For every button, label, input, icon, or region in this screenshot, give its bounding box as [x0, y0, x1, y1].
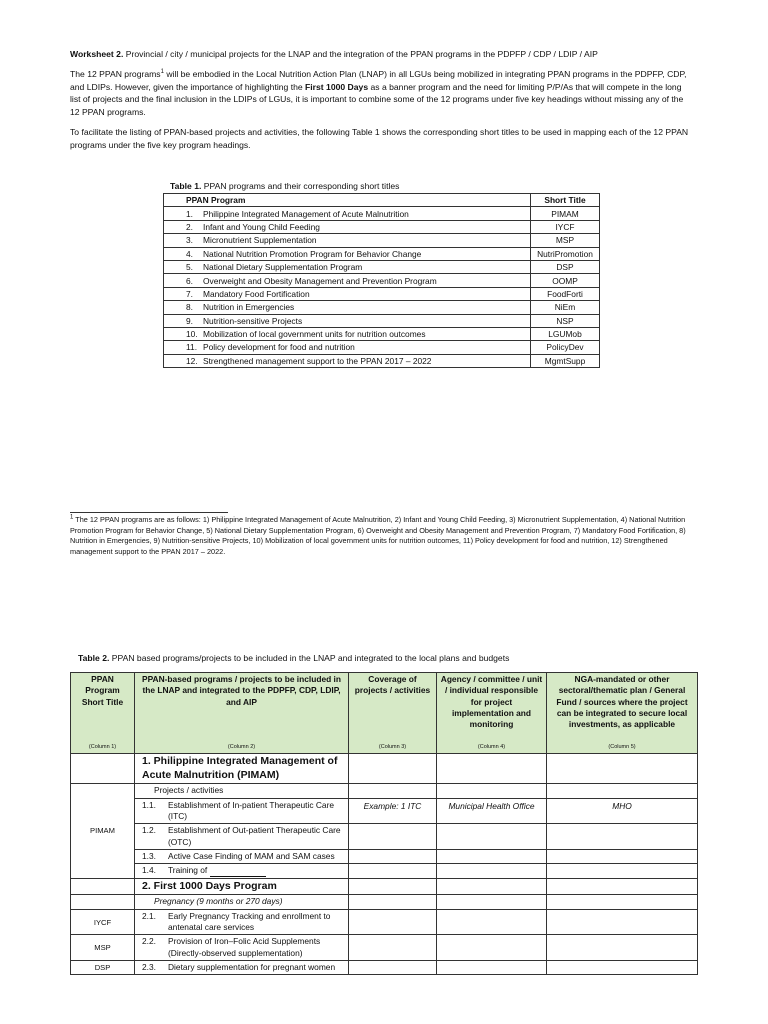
short-title-cell: MSP [531, 234, 600, 247]
short-title-cell: MSP [71, 935, 135, 961]
ppan-projects-table [70, 672, 698, 975]
table2-header-col1: PPAN Program Short Title (Column 1) [71, 673, 135, 754]
program-name-cell: 2. Infant and Young Child Feeding [164, 220, 531, 233]
short-title-cell: MgmtSupp [531, 354, 600, 367]
table-row [164, 287, 600, 300]
table-row [164, 220, 600, 233]
table-row [164, 234, 600, 247]
short-title-cell: DSP [531, 260, 600, 273]
short-title-cell: PIMAM [71, 784, 135, 878]
table-row [164, 247, 600, 260]
short-title-cell: PolicyDev [531, 341, 600, 354]
table2-header-col5: NGA-mandated or other sectoral/thematic plan / General Fund / sources where the project can be integrated to secure local investments, as applicable (Column 5) [547, 673, 698, 754]
footnote-ref[interactable]: 1 [160, 69, 164, 76]
table-row: 1.2. Establishment of Out-patient Therapeutic Care (OTC) [71, 824, 698, 850]
program-name-cell: 1. Philippine Integrated Management of Acute Malnutrition [164, 207, 531, 220]
short-title-cell: OOMP [531, 274, 600, 287]
table-row [164, 354, 600, 367]
program-name-cell: 6. Overweight and Obesity Management and Prevention Program [164, 274, 531, 287]
short-title-cell: LGUMob [531, 327, 600, 340]
table-row [164, 314, 600, 327]
table-row: 1.1. Establishment of In-patient Therapeutic Care (ITC) Example: 1 ITC Municipal Health Office MHO [71, 798, 698, 824]
table-row [71, 754, 698, 784]
table-row [164, 207, 600, 220]
intro-paragraph-2: To facilitate the listing of PPAN-based projects and activities, the following Table 1 shows the corresponding short titles to be used in mapping each of the 12 PPAN programs under the five key program headings. [70, 127, 689, 150]
fill-in-blank[interactable] [210, 867, 266, 877]
table-row [164, 301, 600, 314]
table-row: MSP 2.2. Provision of Iron–Folic Acid Supplements (Directly-observed supplementation) [71, 935, 698, 961]
program-name-cell: 8. Nutrition in Emergencies [164, 301, 531, 314]
table-row [71, 784, 698, 798]
program-name-cell: 5. National Dietary Supplementation Program [164, 260, 531, 273]
pregnancy-label: Pregnancy (9 months or 270 days) [154, 896, 283, 907]
table2-header-col2: PPAN-based programs / projects to be included in the LNAP and integrated to the PDPFP, CDP, LDIP, and AIP (Column 2) [135, 673, 349, 754]
program-heading-pimam: 1. Philippine Integrated Management of Acute Malnutrition (PIMAM) [142, 755, 338, 781]
short-title-cell: NiEm [531, 301, 600, 314]
table1-header-program: PPAN Program [164, 194, 531, 207]
intro-paragraph-1: The 12 PPAN programs$^1$ will be embodied in the Local Nutrition Action Plan (LNAP) in all LGUs being mobilized in integrating PPAN programs in the PDPFP, CDP, and LDIPs. However, given the importance of highlighting the First 1000 Days as a banner program and the need for limiting P/P/As that will compete in the long list of projects and the final inclusion in the LDIPs of LGUs, it is important to combine some of the 12 programs under five key headings without missing any of the 12 PPAN programs. [70, 69, 687, 117]
short-title-cell: IYCF [71, 909, 135, 935]
footnote-divider [70, 512, 228, 513]
projects-label: Projects / activities [154, 785, 224, 796]
agency-cell: Municipal Health Office [437, 798, 547, 824]
coverage-cell: Example: 1 ITC [349, 798, 437, 824]
short-title-cell: FoodForti [531, 287, 600, 300]
source-cell: MHO [547, 798, 698, 824]
table-row [164, 274, 600, 287]
short-title-cell: PIMAM [531, 207, 600, 220]
short-title-cell: IYCF [531, 220, 600, 233]
table-row: DSP 2.3. Dietary supplementation for pregnant women [71, 961, 698, 975]
program-name-cell: 7. Mandatory Food Fortification [164, 287, 531, 300]
table2-caption: Table 2. PPAN based programs/projects to be included in the LNAP and integrated to the local plans and budgets [78, 653, 510, 663]
program-name-cell: 9. Nutrition-sensitive Projects [164, 314, 531, 327]
table2-header-col4: Agency / committee / unit / individual responsible for project implementation and monitoring (Column 4) [437, 673, 547, 754]
program-name-cell: 10. Mobilization of local government units for nutrition outcomes [164, 327, 531, 340]
short-title-cell: NSP [531, 314, 600, 327]
short-title-cell: DSP [71, 961, 135, 975]
table-row [164, 341, 600, 354]
table-row: 1.3. Active Case Finding of MAM and SAM cases [71, 850, 698, 864]
program-name-cell: 3. Micronutrient Supplementation [164, 234, 531, 247]
table2-header-col3: Coverage of projects / activities (Column 3) [349, 673, 437, 754]
table-row [164, 327, 600, 340]
program-name-cell: 11. Policy development for food and nutrition [164, 341, 531, 354]
table-row: 1.4. Training of [71, 864, 698, 878]
table1-header-short: Short Title [531, 194, 600, 207]
table-row [71, 878, 698, 895]
short-title-cell: NutriPromotion [531, 247, 600, 260]
table1-caption: Table 1. PPAN programs and their corresponding short titles [170, 181, 400, 191]
worksheet-intro [70, 48, 690, 159]
worksheet-title: Worksheet 2. Provincial / city / municipal projects for the LNAP and the integration of the PPAN programs in the PDPFP / CDP / LDIP / AIP [70, 49, 598, 59]
table-row [164, 260, 600, 273]
table-row [71, 895, 698, 909]
program-heading-first1000: 2. First 1000 Days Program [142, 879, 277, 892]
table-row: IYCF 2.1. Early Pregnancy Tracking and enrollment to antenatal care services [71, 909, 698, 935]
program-name-cell: 12. Strengthened management support to the PPAN 2017 – 2022 [164, 354, 531, 367]
footnote: $^1$ The 12 PPAN programs are as follows: 1) Philippine Integrated Management of Acute Malnutrition, 2) Infant and Young Child Feeding, 3) Micronutrient Supplementation, 4) National Nutrition Promotion Program for Behavior Change, 5) National Dietary Supplementation Program, 6) Overweight and Obesity Management and Prevention Program, 7) Mandatory Food Fortification, 8) Nutrition in Emergencies, 9) Nutrition-sensitive Projects, 10) Mobilization of local government units for nutrition outcomes, 11) Policy development for food and nutrition, 12) Strengthened management support to the PPAN 2017 – 2022. [70, 514, 686, 556]
ppan-short-title-table [163, 193, 600, 368]
program-name-cell: 4. National Nutrition Promotion Program for Behavior Change [164, 247, 531, 260]
